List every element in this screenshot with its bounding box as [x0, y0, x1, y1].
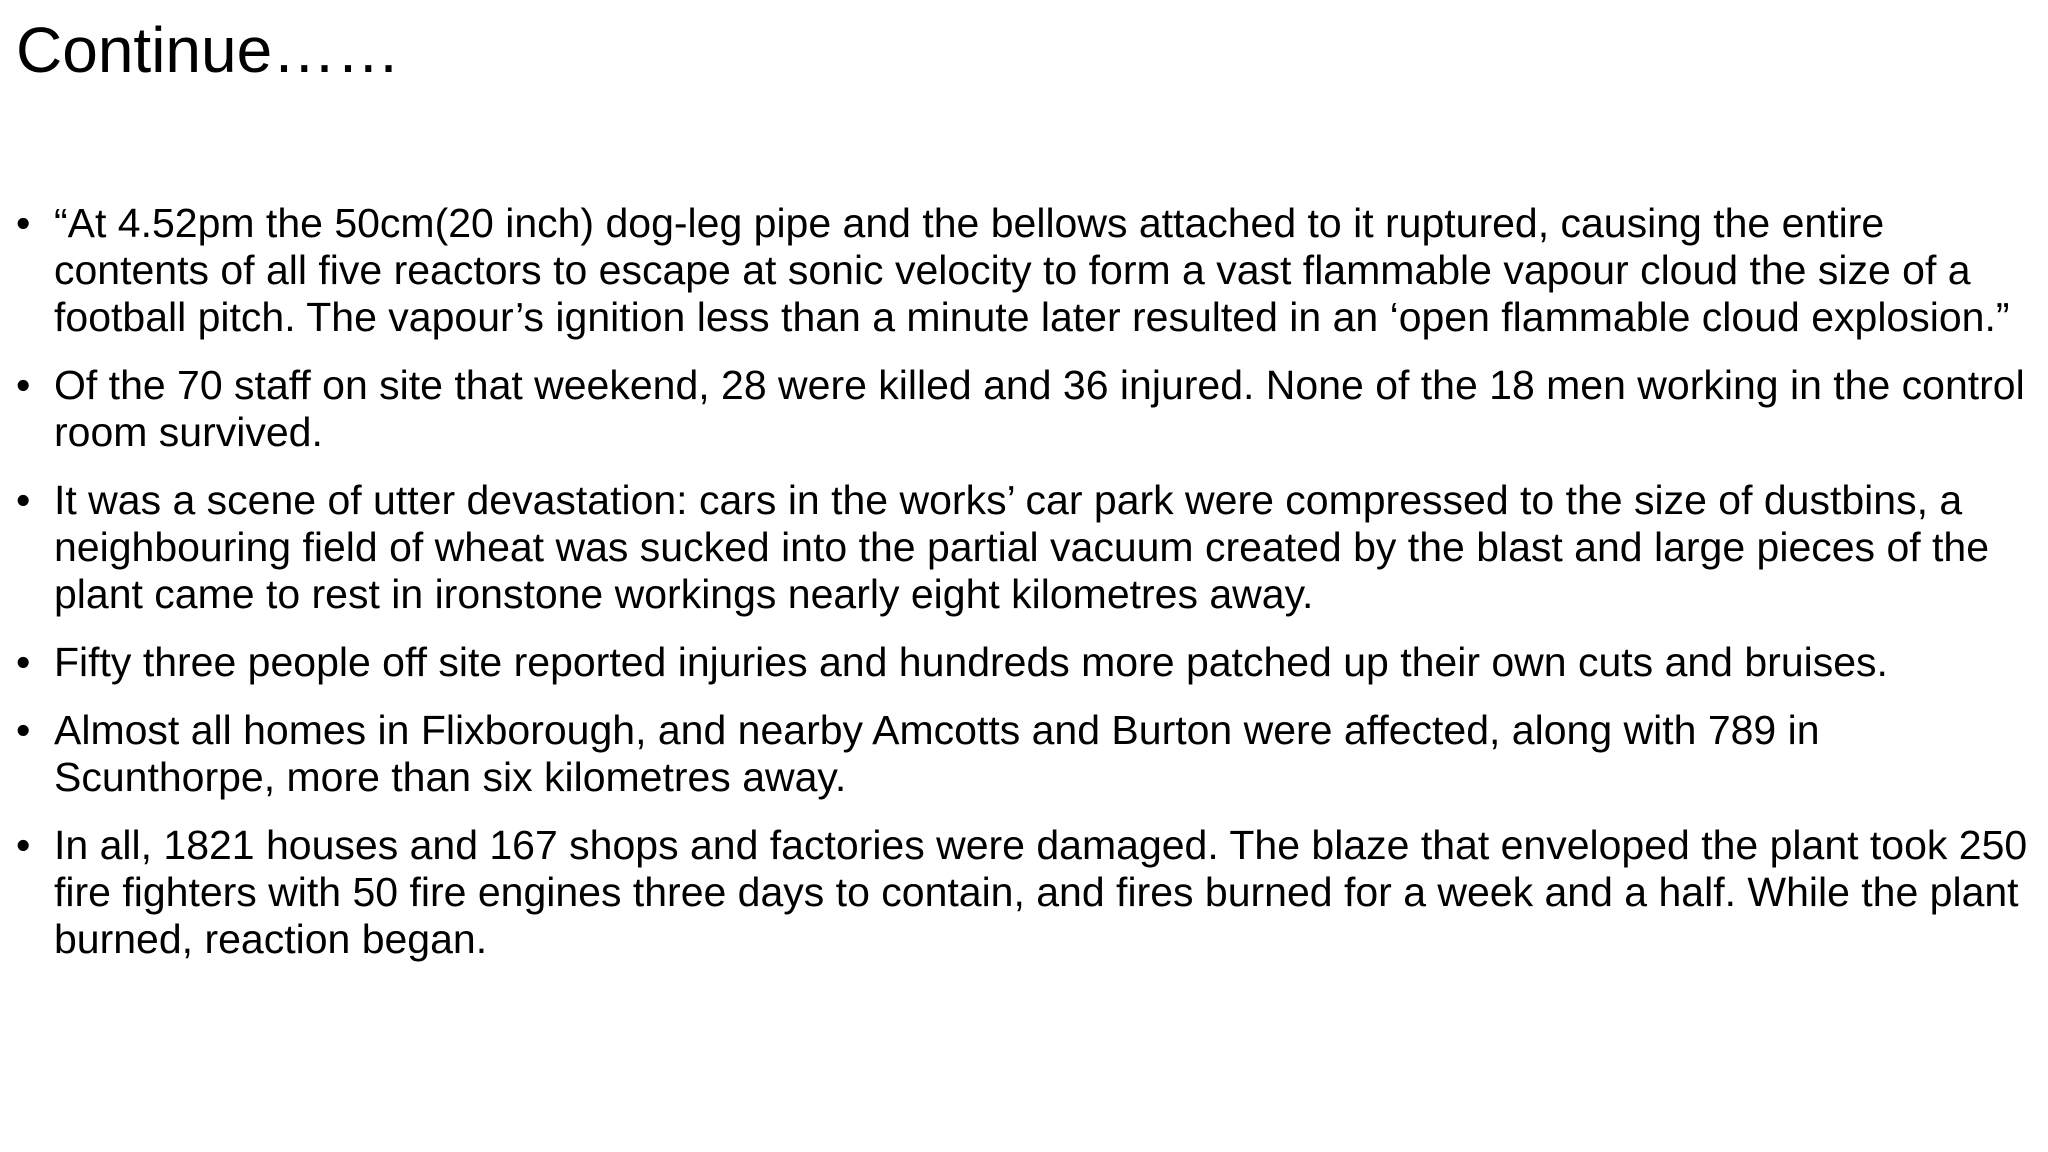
bullet-marker: •: [16, 639, 31, 685]
bullet-marker: •: [16, 362, 31, 408]
bullet-item: [14, 639, 2036, 686]
bullet-item: [14, 822, 2036, 963]
bullet-text: It was a scene of utter devastation: cars in the works’ car park were compressed to the size of dustbins, a neighbouring field of wheat was sucked into the partial vacuum created by the blast and large pieces of the plant came to rest in ironstone workings nearly eight kilometres away.: [54, 477, 1990, 617]
bullet-text: Of the 70 staff on site that weekend, 28 were killed and 36 injured. None of the 18 men working in the control room survived.: [54, 362, 2025, 455]
bullet-list: [14, 200, 2036, 984]
bullet-item: [14, 200, 2036, 341]
slide-title: Continue……: [16, 14, 401, 86]
bullet-text: Almost all homes in Flixborough, and nearby Amcotts and Burton were affected, along with 789 in Scunthorpe, more than six kilometres away.: [54, 707, 1820, 800]
bullet-item: [14, 477, 2036, 618]
bullet-text: In all, 1821 houses and 167 shops and factories were damaged. The blaze that enveloped the plant took 250 fire fighters with 50 fire engines three days to contain, and fires burned for a week and a half. While the plant burned, reaction began.: [54, 822, 2028, 962]
bullet-text: Fifty three people off site reported injuries and hundreds more patched up their own cuts and bruises.: [54, 639, 1888, 685]
bullet-marker: •: [16, 477, 31, 523]
bullet-item: [14, 362, 2036, 456]
bullet-item: [14, 707, 2036, 801]
bullet-marker: •: [16, 707, 31, 753]
bullet-marker: •: [16, 822, 31, 868]
bullet-text: “At 4.52pm the 50cm(20 inch) dog-leg pipe and the bellows attached to it ruptured, causing the entire contents of all five reactors to escape at sonic velocity to form a vast flammable vapour cloud the size of a football pitch. The vapour’s ignition less than a minute later resulted in an ‘open flammable cloud explosion.”: [54, 200, 2010, 340]
bullet-marker: •: [16, 200, 31, 246]
